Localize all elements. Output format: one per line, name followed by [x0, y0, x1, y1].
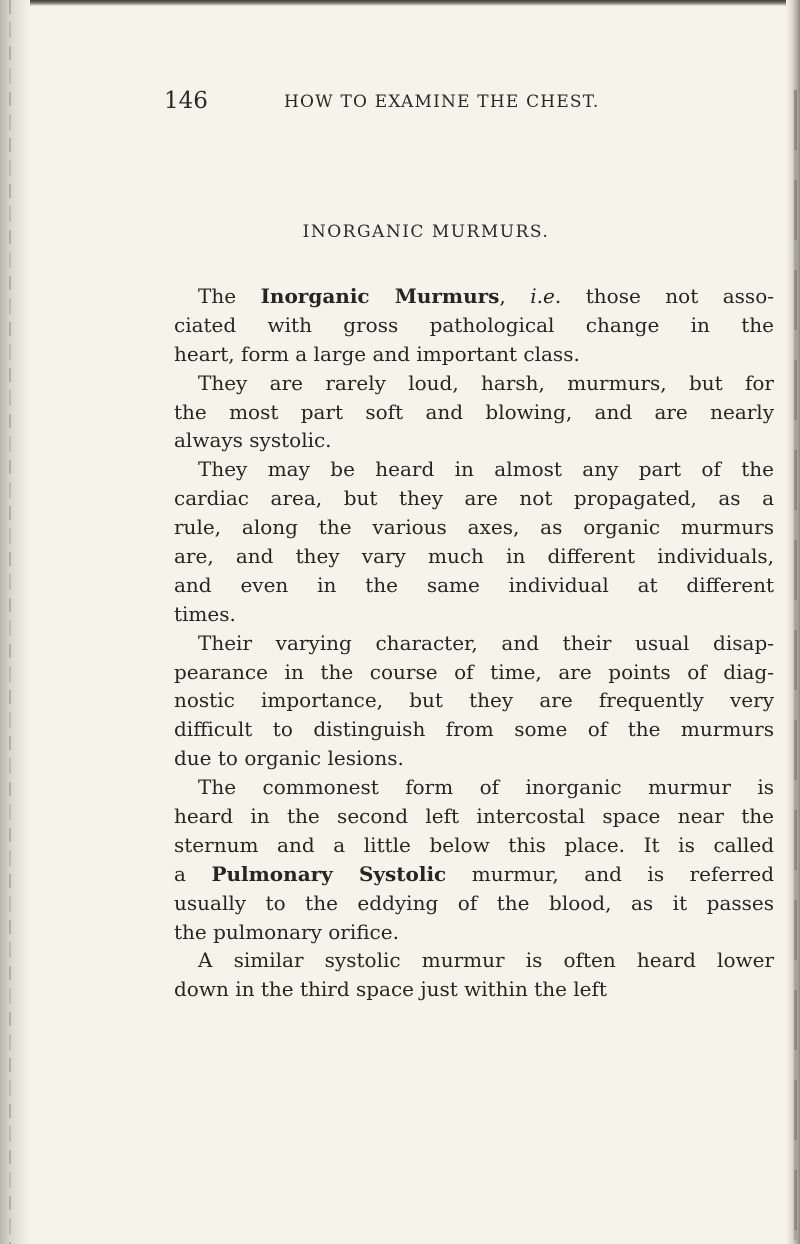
text-run: ciated with gross pathological change in the [174, 312, 774, 337]
italic-text: i.e. [530, 284, 562, 308]
text-line [174, 744, 774, 773]
text-run: nostic importance, but they are frequently very [174, 688, 774, 713]
text-line [174, 600, 774, 629]
text-run: rule, along the various axes, as organic murmurs [174, 515, 774, 540]
text-run: A similar systolic murmur is often heard lower [198, 948, 774, 973]
page-fore-edge [786, 0, 800, 1244]
text-line [174, 311, 774, 340]
text-run: the most part soft and blowing, and are nearly [174, 399, 774, 424]
text-line [174, 542, 774, 571]
text-line [174, 455, 774, 484]
paragraph [174, 282, 774, 369]
text-line [174, 946, 774, 975]
text-run: murmur, and is referred [446, 861, 775, 886]
text-run: cardiac area, but they are not propagated, as a [174, 486, 774, 511]
text-line [174, 686, 774, 715]
text-run: heard in the second left intercostal space near the [174, 804, 774, 829]
bold-text: Inorganic Murmurs [260, 284, 500, 308]
text-line [174, 658, 774, 687]
text-run: are, and they vary much in different individuals, [174, 544, 774, 569]
text-line [174, 802, 774, 831]
text-line [174, 975, 774, 1004]
page-number: 146 [164, 88, 208, 114]
page-top-edge [0, 0, 800, 6]
text-run: Their varying character, and their usual disap- [198, 630, 774, 655]
paragraph [174, 369, 774, 456]
paragraph [174, 946, 774, 1004]
text-run: the pulmonary orifice. [174, 919, 399, 944]
text-line [174, 426, 774, 455]
text-line [174, 513, 774, 542]
text-run: sternum and a little below this place. It is called [174, 832, 774, 857]
text-run: heart, form a large and important class. [174, 341, 580, 366]
text-run: down in the third space just within the left [174, 977, 607, 1002]
page-binding-edge [0, 0, 30, 1244]
text-line [174, 282, 774, 311]
text-line [174, 773, 774, 802]
text-run: The [198, 284, 261, 308]
running-head [164, 88, 764, 124]
text-run: They are rarely loud, harsh, murmurs, but for [198, 370, 774, 395]
text-run: , [499, 284, 531, 308]
text-run: and even in the same individual at different [174, 572, 774, 597]
text-line [174, 918, 774, 947]
running-head-title: HOW TO EXAMINE THE CHEST. [284, 92, 600, 112]
text-run: The commonest form of inorganic murmur is [198, 775, 774, 800]
text-line [174, 715, 774, 744]
paragraph [174, 773, 774, 946]
text-run: always systolic. [174, 428, 332, 453]
text-line [174, 398, 774, 427]
bold-text: Pulmonary Systolic [211, 861, 447, 886]
text-line [174, 860, 774, 889]
text-line [174, 889, 774, 918]
paragraph [174, 629, 774, 773]
text-run: usually to the eddying of the blood, as it passes [174, 890, 774, 915]
text-run: difficult to distinguish from some of the murmurs [174, 717, 774, 742]
text-run: times. [174, 601, 236, 626]
text-line [174, 340, 774, 369]
text-run: a [174, 861, 212, 886]
text-run: They may be heard in almost any part of the [198, 457, 774, 482]
text-run: those not asso- [561, 284, 774, 308]
text-line [174, 571, 774, 600]
section-heading: INORGANIC MURMURS. [302, 222, 550, 242]
text-run: due to organic lesions. [174, 746, 404, 771]
text-line [174, 629, 774, 658]
body-text [174, 282, 774, 1004]
text-line [174, 484, 774, 513]
text-line [174, 831, 774, 860]
text-line [174, 369, 774, 398]
text-run: pearance in the course of time, are points of diag- [174, 659, 774, 684]
paragraph [174, 455, 774, 628]
